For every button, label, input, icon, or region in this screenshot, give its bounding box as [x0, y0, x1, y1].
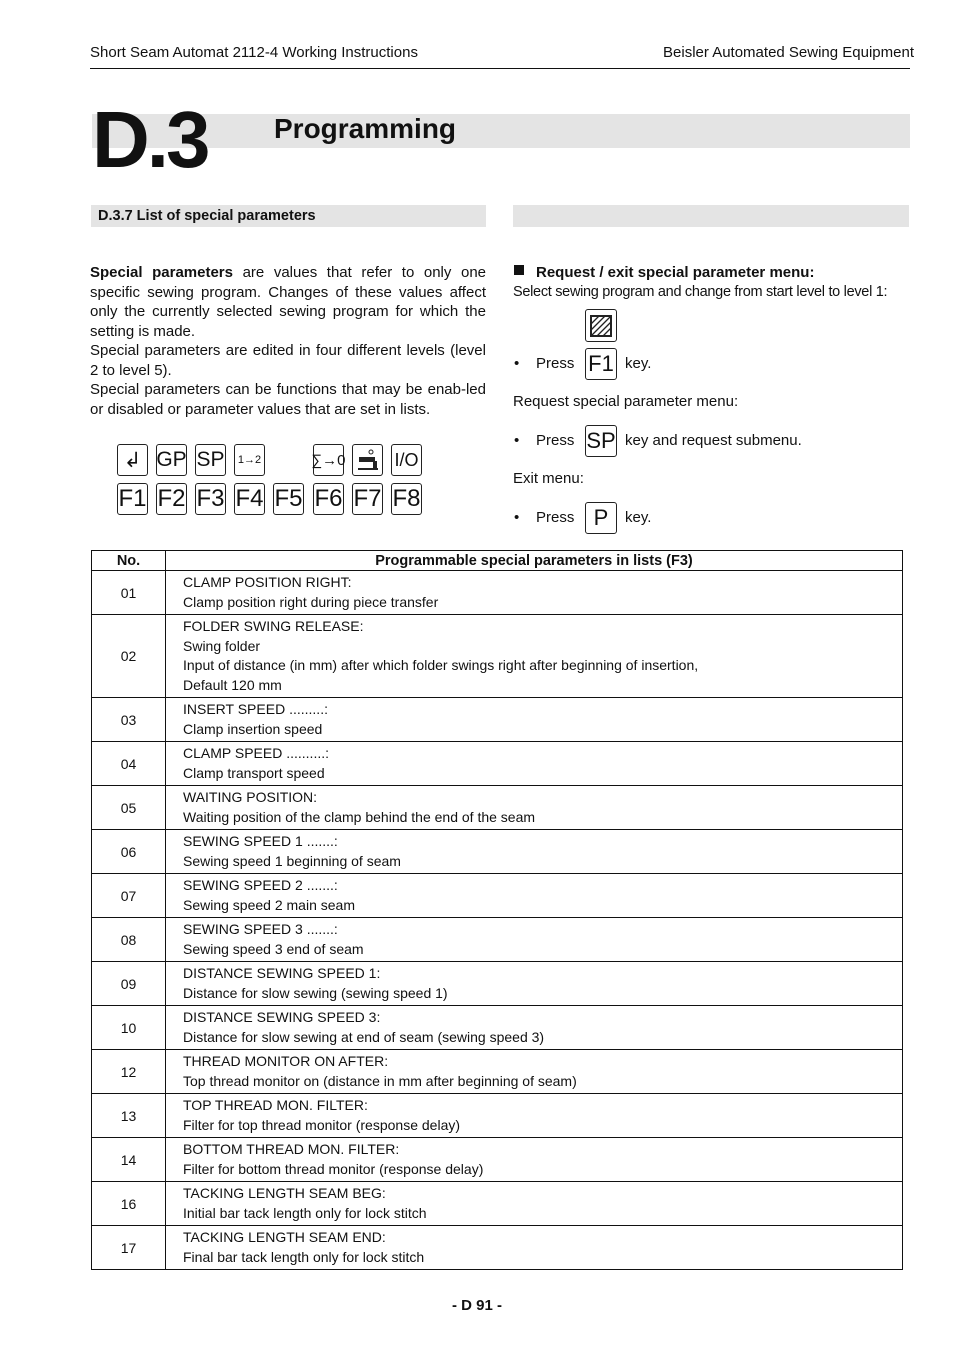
param-name: SEWING SPEED 3 .......: [183, 921, 338, 937]
section-number: D.3 [92, 95, 208, 184]
param-number: 02 [92, 615, 166, 698]
subsection-band-right [513, 205, 909, 227]
param-description [166, 830, 903, 874]
table-row [92, 1138, 903, 1182]
param-detail-line: Filter for bottom thread monitor (response delay) [183, 1160, 484, 1177]
inline-key-f1-label: F1 [588, 351, 614, 376]
param-description [166, 1138, 903, 1182]
key-f4-label: F4 [235, 485, 264, 512]
table-row [92, 1182, 903, 1226]
exit-label: Exit menu: [513, 470, 584, 487]
key-f1[interactable] [117, 483, 148, 515]
param-name: INSERT SPEED .........: [183, 701, 328, 717]
table-row [92, 786, 903, 830]
param-description [166, 742, 903, 786]
key-panel [117, 444, 427, 519]
table-row [92, 918, 903, 962]
table-row [92, 1050, 903, 1094]
key-word-1: key. [625, 355, 652, 372]
right-intro: Select sewing program and change from start level to level 1: [513, 284, 888, 300]
table-row [92, 1006, 903, 1050]
table-row [92, 1226, 903, 1270]
bullet-1: • [514, 355, 520, 372]
param-number: 09 [92, 962, 166, 1006]
param-detail-line: Sewing speed 2 main seam [183, 896, 355, 913]
table-row [92, 698, 903, 742]
key-f2-label: F2 [157, 485, 186, 512]
inline-key-p[interactable] [585, 502, 617, 534]
param-number: 01 [92, 571, 166, 615]
param-detail-line: Waiting position of the clamp behind the end of the seam [183, 808, 536, 825]
heading-square-icon [514, 265, 524, 275]
param-number: 05 [92, 786, 166, 830]
press-label-3: Press [536, 509, 575, 526]
param-name: DISTANCE SEWING SPEED 1: [183, 965, 381, 981]
param-number: 04 [92, 742, 166, 786]
param-name: THREAD MONITOR ON AFTER: [183, 1053, 389, 1069]
param-detail-line: Initial bar tack length only for lock stitch [183, 1204, 427, 1221]
param-number: 10 [92, 1006, 166, 1050]
param-detail-line: Clamp insertion speed [183, 720, 323, 737]
param-description [166, 962, 903, 1006]
col-header-desc: Programmable special parameters in lists (F3) [166, 551, 903, 571]
bullet-2: • [514, 432, 520, 449]
param-description [166, 698, 903, 742]
param-name: SEWING SPEED 1 .......: [183, 833, 338, 849]
param-description [166, 786, 903, 830]
param-description [166, 571, 903, 615]
key-word-3: key. [625, 509, 652, 526]
press-label-1: Press [536, 355, 575, 372]
param-name: WAITING POSITION: [183, 789, 318, 805]
inline-key-sp-label: SP [586, 428, 616, 453]
table-row [92, 962, 903, 1006]
param-name: TACKING LENGTH SEAM BEG: [183, 1185, 386, 1201]
header-right: Beisler Automated Sewing Equipment [663, 44, 914, 61]
param-number: 08 [92, 918, 166, 962]
param-number: 03 [92, 698, 166, 742]
param-detail-line: Filter for top thread monitor (response delay) [183, 1116, 461, 1133]
key-on-off[interactable] [391, 444, 422, 476]
param-description [166, 615, 903, 698]
key-f8-label: F8 [392, 485, 421, 512]
intro-p2: Special parameters are edited in four different levels (level 2 to level 5). [90, 342, 486, 379]
param-detail-line: Sewing speed 1 beginning of seam [183, 852, 401, 869]
key-f7[interactable] [352, 483, 383, 515]
param-detail-line: Top thread monitor on (distance in mm after beginning of seam) [183, 1072, 577, 1089]
press-label-2: Press [536, 432, 575, 449]
inline-key-p-label: P [593, 505, 609, 530]
key-counter-reset[interactable] [313, 444, 344, 476]
title-band [92, 114, 910, 148]
param-number: 13 [92, 1094, 166, 1138]
param-description [166, 1182, 903, 1226]
param-description [166, 1006, 903, 1050]
key-sewing-machine[interactable] [352, 444, 383, 476]
param-description [166, 874, 903, 918]
key-f4[interactable] [234, 483, 265, 515]
key-f5-label: F5 [274, 485, 303, 512]
key-f3-label: F3 [196, 485, 225, 512]
col-header-no: No. [92, 551, 166, 571]
key-level-change[interactable] [234, 444, 265, 476]
param-name: CLAMP POSITION RIGHT: [183, 574, 352, 590]
program-select-icon [590, 315, 612, 337]
param-detail-line: Distance for slow sewing at end of seam (sewing speed 3) [183, 1028, 545, 1045]
param-name: DISTANCE SEWING SPEED 3: [183, 1009, 381, 1025]
param-name: TACKING LENGTH SEAM END: [183, 1229, 386, 1245]
intro-text [90, 263, 486, 419]
param-name: TOP THREAD MON. FILTER: [183, 1097, 368, 1113]
subsection-title: D.3.7 List of special parameters [98, 208, 316, 224]
param-name: FOLDER SWING RELEASE: [183, 618, 364, 634]
intro-p1: are values that refer to only one specific sewing program. Changes of these values affect only the currently selected sewing program for which the setting is made. [90, 264, 486, 340]
inline-key-f1[interactable] [585, 348, 617, 380]
page-number: - D 91 - [451, 1297, 502, 1314]
param-detail-line: Distance for slow sewing (sewing speed 1) [183, 984, 448, 1001]
special-parameters-table [91, 550, 903, 1270]
param-number: 14 [92, 1138, 166, 1182]
header-left: Short Seam Automat 2112-4 Working Instructions [90, 44, 418, 61]
param-name: CLAMP SPEED ..........: [183, 745, 330, 761]
param-detail-line: Input of distance (in mm) after which folder swings right after beginning of insertion, [183, 657, 699, 673]
param-description [166, 918, 903, 962]
param-description [166, 1226, 903, 1270]
right-heading: Request / exit special parameter menu: [536, 264, 815, 281]
param-detail-line: Default 120 mm [183, 676, 282, 693]
bullet-3: • [514, 509, 520, 526]
section-title: Programming [274, 113, 457, 144]
request-label: Request special parameter menu: [513, 393, 739, 410]
counter-reset-icon: ∑→0 [311, 451, 346, 469]
key-f8[interactable] [391, 483, 422, 515]
param-number: 16 [92, 1182, 166, 1226]
on-off-icon: I/O [394, 449, 419, 470]
intro-p3: Special parameters can be functions that may be enab-led or disabled or parameter values that are set in lists. [90, 381, 486, 418]
key-gp[interactable] [156, 444, 187, 476]
table-row [92, 571, 903, 615]
param-number: 07 [92, 874, 166, 918]
param-detail-line: Sewing speed 3 end of seam [183, 940, 364, 957]
table-row [92, 742, 903, 786]
key-program-select[interactable] [585, 309, 617, 342]
param-detail-line: Swing folder [183, 637, 261, 654]
table-header-row [92, 551, 903, 571]
param-detail-line: Clamp position right during piece transfer [183, 593, 439, 610]
key-sp-label: SP [196, 448, 225, 471]
level-change-icon: 1→2 [237, 454, 262, 466]
key-enter[interactable] [117, 444, 148, 476]
param-name: SEWING SPEED 2 .......: [183, 877, 338, 893]
key-gp-label: GP [156, 448, 187, 471]
param-number: 17 [92, 1226, 166, 1270]
table-row [92, 1094, 903, 1138]
param-number: 12 [92, 1050, 166, 1094]
key-sp[interactable] [195, 444, 226, 476]
param-detail-line: Final bar tack length only for lock stitch [183, 1248, 425, 1265]
intro-bold-lead: Special parameters [90, 264, 233, 281]
inline-key-sp[interactable] [585, 425, 617, 457]
param-name: BOTTOM THREAD MON. FILTER: [183, 1141, 400, 1157]
table-row [92, 874, 903, 918]
key-f7-label: F7 [353, 485, 382, 512]
table-row [92, 615, 903, 698]
key-f6-label: F6 [314, 485, 343, 512]
sp-suffix: key and request submenu. [625, 432, 802, 449]
param-detail-line: Clamp transport speed [183, 764, 325, 781]
key-f2[interactable] [156, 483, 187, 515]
sewing-machine-icon [356, 448, 380, 472]
key-f5[interactable] [273, 483, 304, 515]
param-description [166, 1050, 903, 1094]
key-f6[interactable] [313, 483, 344, 515]
enter-icon: ↲ [123, 448, 142, 472]
key-f1-label: F1 [118, 485, 147, 512]
param-number: 06 [92, 830, 166, 874]
table-row [92, 830, 903, 874]
header-rule [90, 68, 910, 69]
key-f3[interactable] [195, 483, 226, 515]
param-description [166, 1094, 903, 1138]
